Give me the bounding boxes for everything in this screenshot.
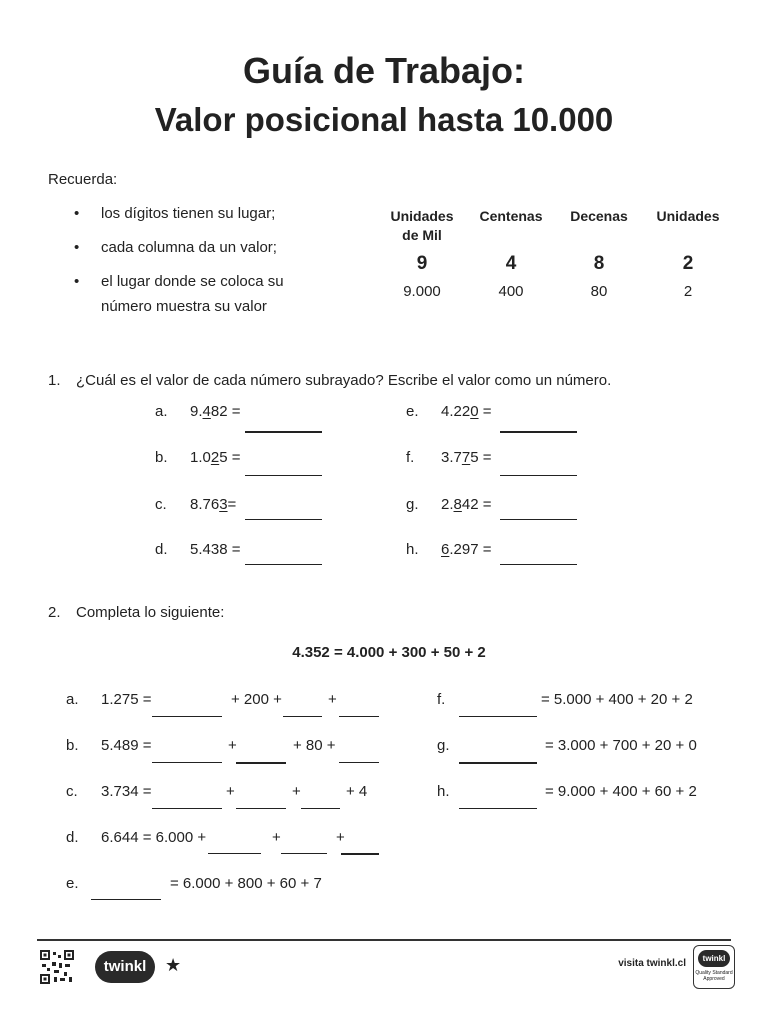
item-expression: 8.763= (190, 496, 237, 513)
twinkl-logo: twinkl (95, 951, 155, 983)
question-1-text: ¿Cuál es el valor de cada número subrayado? Escribe el valor como un número. (76, 372, 612, 389)
item-letter: c. (155, 496, 167, 513)
answer-blank[interactable] (281, 853, 327, 854)
badge-caption (694, 970, 734, 982)
equation-part: + (292, 783, 301, 800)
quality-standard-badge (693, 945, 735, 989)
item-letter: c. (66, 783, 78, 800)
item-expression: 3.775 = (441, 449, 492, 466)
item-letter: b. (66, 737, 79, 754)
equation-part: + (328, 691, 337, 708)
equation-part: + 200 + (231, 691, 282, 708)
item-letter: d. (66, 829, 79, 846)
bullet-text-4: número muestra su valor (101, 298, 267, 315)
pv-header-unidades: Unidades (656, 208, 720, 224)
equation-part: + (272, 829, 281, 846)
item-letter: g. (437, 737, 450, 754)
badge-caption-line: Quality Standard (695, 970, 733, 976)
item-letter: f. (437, 691, 446, 708)
item-letter: e. (66, 875, 79, 892)
bullet-dot: • (74, 205, 80, 222)
pv-digit: 9 (416, 253, 428, 274)
pv-digit: 8 (593, 253, 605, 274)
pv-header-line: de Mil (402, 227, 442, 243)
answer-blank[interactable] (283, 716, 322, 717)
qr-code-icon (40, 950, 74, 984)
pv-header-line: Unidades (390, 208, 454, 224)
recuerda-label: Recuerda: (48, 171, 118, 188)
equation-part: = 6.000 + 800 + 60 + 7 (170, 875, 322, 892)
equation-part: + (226, 783, 235, 800)
bullet-dot: • (74, 239, 80, 256)
pv-digit: 2 (682, 253, 694, 274)
item-letter: h. (406, 541, 419, 558)
answer-blank[interactable] (341, 853, 379, 855)
item-letter: d. (155, 541, 168, 558)
equation-part: = 5.000 + 400 + 20 + 2 (541, 691, 693, 708)
equation-part: 1.275 = (101, 691, 152, 708)
pv-value: 2 (683, 283, 693, 300)
answer-blank[interactable] (236, 762, 286, 764)
item-expression: 2.842 = (441, 496, 492, 513)
equation-part: = 3.000 + 700 + 20 + 0 (545, 737, 697, 754)
badge-logo: twinkl (698, 950, 730, 967)
visit-website-text: visita twinkl.cl (618, 958, 686, 969)
answer-blank[interactable] (152, 716, 222, 717)
item-letter: f. (406, 449, 415, 466)
item-letter: e. (406, 403, 419, 420)
answer-blank[interactable] (339, 716, 379, 717)
answer-blank[interactable] (152, 808, 222, 809)
answer-blank[interactable] (301, 808, 340, 809)
answer-blank[interactable] (459, 762, 537, 764)
footer-divider (37, 939, 731, 941)
worksheet-subtitle: Valor posicional hasta 10.000 (154, 101, 614, 138)
example-equation: 4.352 = 4.000 + 300 + 50 + 2 (292, 644, 486, 661)
item-expression: 1.025 = (190, 449, 241, 466)
answer-blank[interactable] (152, 762, 222, 763)
answer-blank[interactable] (245, 431, 322, 433)
question-2-text: Completa lo siguiente: (76, 604, 225, 621)
item-letter: a. (66, 691, 79, 708)
item-letter: g. (406, 496, 419, 513)
answer-blank[interactable] (245, 519, 322, 520)
answer-blank[interactable] (500, 431, 577, 433)
item-letter: b. (155, 449, 168, 466)
question-number: 1. (48, 372, 61, 389)
answer-blank[interactable] (459, 716, 537, 717)
star-icon: ★ (165, 955, 182, 975)
answer-blank[interactable] (500, 519, 577, 520)
pv-header-decenas: Decenas (570, 208, 628, 224)
pv-value: 9.000 (403, 283, 441, 300)
item-expression: 5.438 = (190, 541, 241, 558)
equation-part: + 4 (346, 783, 368, 800)
item-expression: 6.297 = (441, 541, 492, 558)
bullet-text-3: el lugar donde se coloca su (101, 273, 284, 290)
answer-blank[interactable] (208, 853, 261, 854)
bullet-dot: • (74, 273, 80, 290)
pv-header-unidades-de-mil (377, 207, 467, 245)
bullet-text-2: cada columna da un valor; (101, 239, 277, 256)
question-number: 2. (48, 604, 61, 621)
answer-blank[interactable] (459, 808, 537, 809)
equation-part: 6.644 = 6.000 + (101, 829, 207, 846)
item-expression: 4.220 = (441, 403, 492, 420)
equation-part: + 80 + (293, 737, 336, 754)
worksheet-title: Guía de Trabajo: (242, 50, 526, 91)
pv-header-centenas: Centenas (479, 208, 543, 224)
answer-blank[interactable] (500, 564, 577, 565)
badge-caption-line: Approved (703, 976, 725, 982)
answer-blank[interactable] (245, 564, 322, 565)
equation-part: 5.489 = (101, 737, 152, 754)
answer-blank[interactable] (245, 475, 322, 476)
pv-value: 400 (498, 283, 524, 300)
item-expression: 9.482 = (190, 403, 241, 420)
item-letter: h. (437, 783, 450, 800)
equation-part: + (336, 829, 345, 846)
pv-value: 80 (590, 283, 608, 300)
pv-digit: 4 (505, 253, 517, 274)
equation-part: = 9.000 + 400 + 60 + 2 (545, 783, 697, 800)
item-letter: a. (155, 403, 168, 420)
bullet-text-1: los dígitos tienen su lugar; (101, 205, 276, 222)
equation-part: + (228, 737, 237, 754)
answer-blank[interactable] (500, 475, 577, 476)
answer-blank[interactable] (339, 762, 379, 763)
answer-blank[interactable] (91, 899, 161, 900)
equation-part: 3.734 = (101, 783, 152, 800)
answer-blank[interactable] (236, 808, 286, 809)
